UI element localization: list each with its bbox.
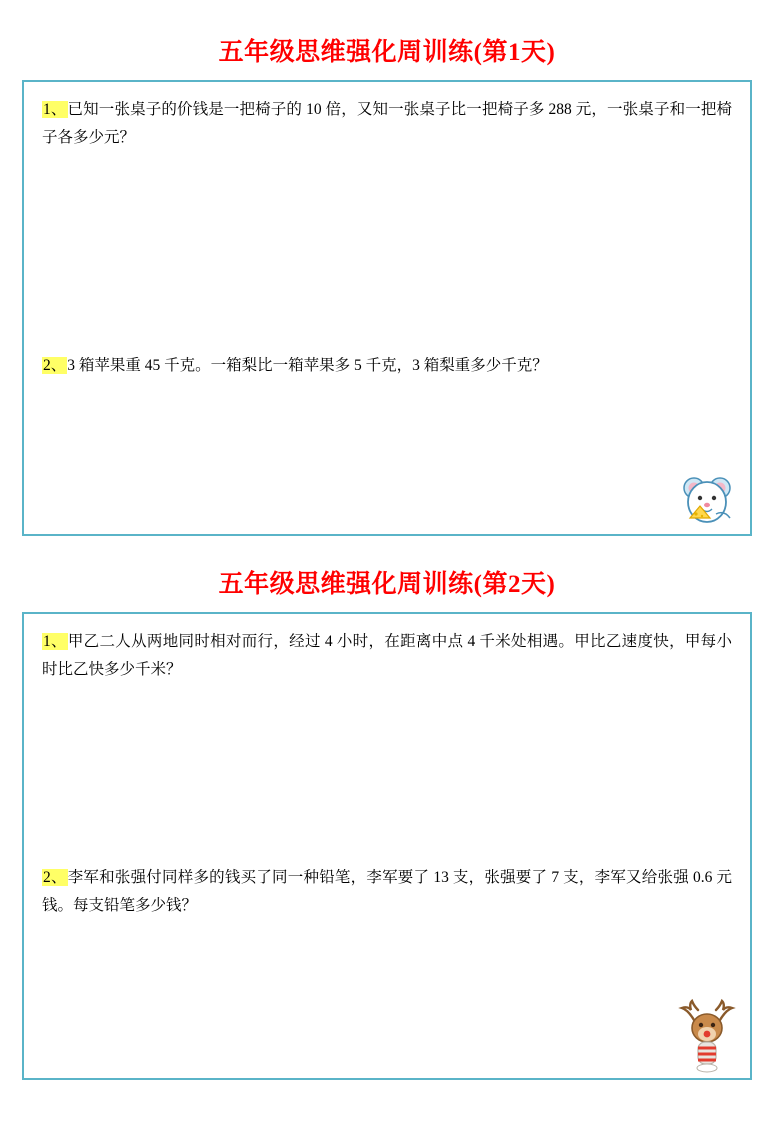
question-2-day-2 [42,864,732,920]
question-text: 已知一张桌子的价钱是一把椅子的 10 倍，又知一张桌子比一把椅子多 288 元，一张桌子和一把椅子各多少元？ [42,101,732,146]
question-1-day-2 [42,628,732,684]
question-number: 2、 [43,869,67,886]
section-day-1 [22,22,752,536]
page-title-day-1: 五年级思维强化周训练(第1天) [218,39,556,66]
question-2-day-1 [42,352,732,380]
question-number: 1、 [43,101,67,118]
page-title-day-2: 五年级思维强化周训练(第2天) [218,571,556,598]
work-space-1-day-1 [42,152,732,352]
question-number: 1、 [43,633,67,650]
work-space-1-day-2 [42,684,732,864]
question-number: 2、 [43,357,67,374]
reindeer-icon [676,996,738,1076]
section-day-2 [22,554,752,1080]
answer-box-day-1 [22,80,752,536]
question-1-day-1 [42,96,732,152]
question-text: 3 箱苹果重 45 千克。一箱梨比一箱苹果多 5 千克，3 箱梨重多少千克？ [67,357,548,374]
question-text: 李军和张强付同样多的钱买了同一种铅笔，李军要了 13 支，张强要了 7 支，李军又给张强 0.6 元钱。每支铅笔多少钱？ [42,869,732,914]
question-text: 甲乙二人从两地同时相对而行，经过 4 小时，在距离中点 4 千米处相遇。甲比乙速度快，甲每小时比乙快多少千米？ [42,633,732,678]
mouse-with-cheese-icon [672,468,742,530]
answer-box-day-2 [22,612,752,1080]
section-gap [22,536,752,554]
